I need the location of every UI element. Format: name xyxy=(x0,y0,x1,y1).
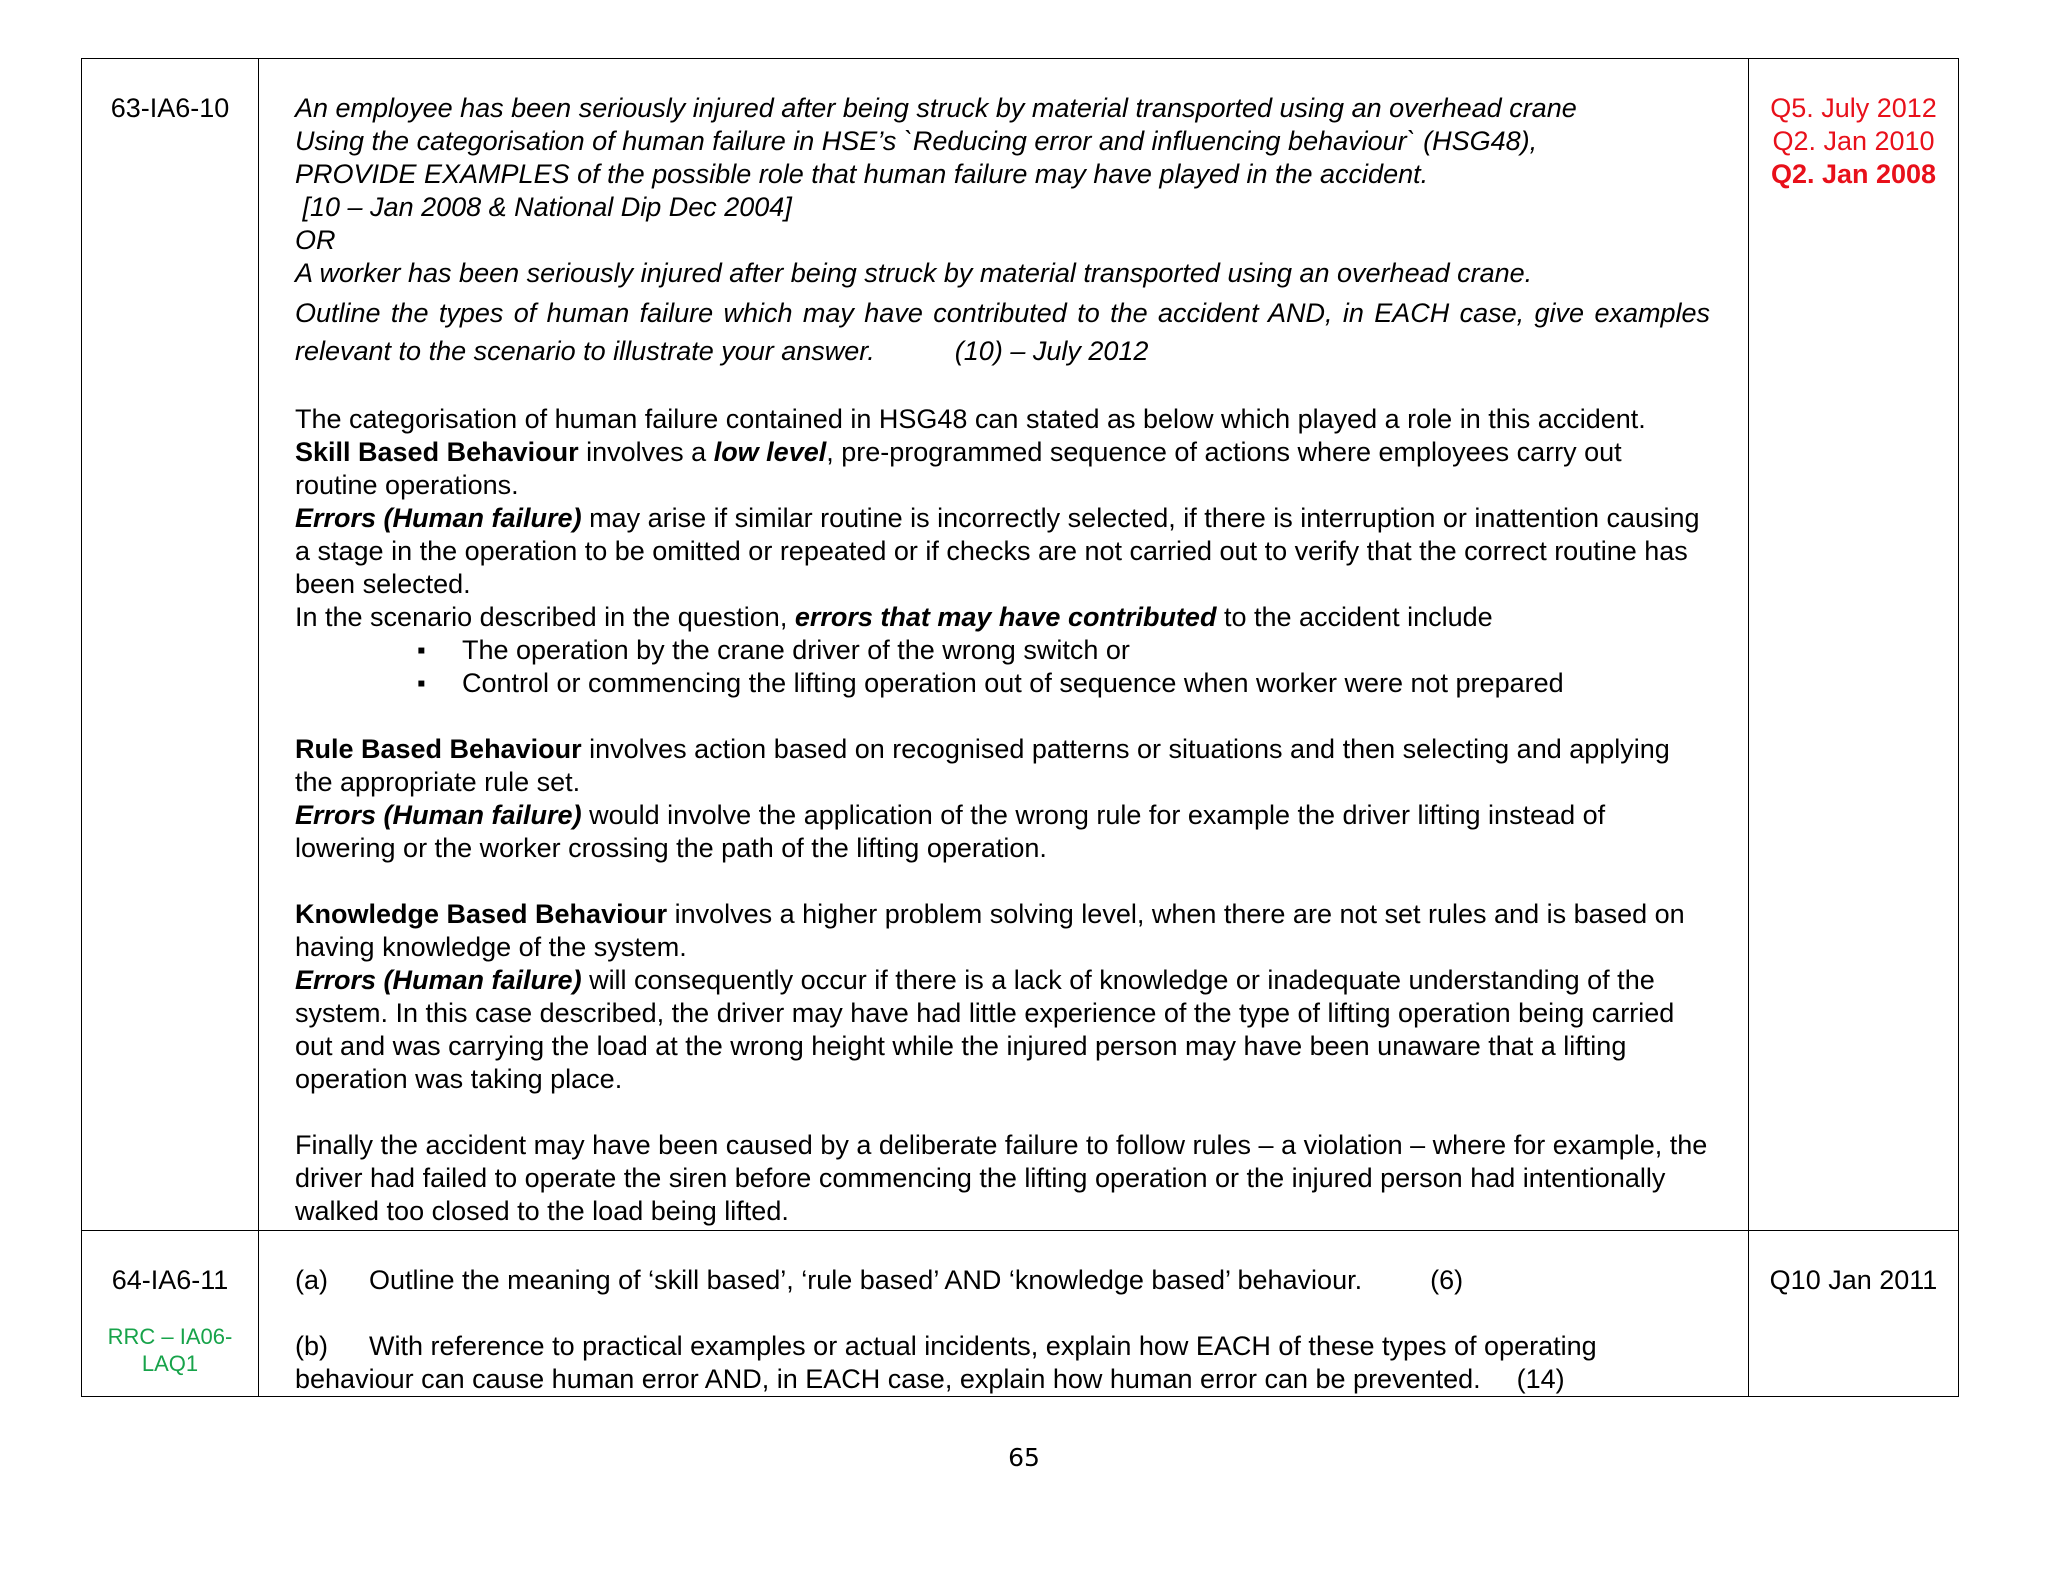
knowledge-paragraph: Knowledge Based Behaviour involves a higher problem solving level, when there are not set rules and is based on having knowledge of the system. xyxy=(295,899,1685,962)
answer-intro: The categorisation of human failure contained in HSG48 can stated as below which played a role in this accident. xyxy=(295,404,1646,434)
table-row xyxy=(82,59,1959,1231)
question-part-a: (a) Outline the meaning of ‘skill based’, ‘rule based’ AND ‘knowledge based’ behaviour. (6) xyxy=(295,1265,1464,1295)
violation-paragraph: Finally the accident may have been caused by a deliberate failure to follow rules – a violation – where for example, the driver had failed to operate the siren before commencing the lifting operation or the injured person had intentionally walked too closed to the load being lifted. xyxy=(295,1130,1708,1226)
scenario-paragraph: In the scenario described in the question, errors that may have contributed to the accident include xyxy=(295,602,1493,632)
skill-paragraph: Skill Based Behaviour involves a low level, pre-programmed sequence of actions where employees carry out routine operations. xyxy=(295,437,1622,500)
question-marks-line: [10 – Jan 2008 & National Dip Dec 2004] xyxy=(295,192,792,222)
question-ref: 63-IA6-10 xyxy=(110,93,230,123)
page-number: 65 xyxy=(1008,1443,1040,1472)
question-table xyxy=(81,58,1959,1397)
source-ref: Q2. Jan 2010 xyxy=(1772,126,1935,156)
source-ref: Q10 Jan 2011 xyxy=(1769,1265,1938,1295)
question-ref-cell xyxy=(82,1231,259,1397)
rule-paragraph: Rule Based Behaviour involves action based on recognised patterns or situations and then selecting and applying the appropriate rule set. xyxy=(295,734,1670,797)
source-cell xyxy=(1749,59,1959,1231)
error-bullet-list xyxy=(295,634,1710,700)
source-ref: Q2. Jan 2008 xyxy=(1770,159,1937,189)
rrc-ref: RRC – IA06-LAQ1 xyxy=(107,1324,233,1376)
marks: (14) xyxy=(1516,1364,1565,1394)
question-line: Outline the types of human failure which may have contributed to the accident AND, in EACH case, give examples relevant to the scenario to illustrate your answer. (10) – July 2012 xyxy=(295,298,1710,366)
question-cell xyxy=(259,1231,1749,1397)
question-ref: 64-IA6-11 xyxy=(111,1265,229,1295)
knowledge-errors-paragraph: Errors (Human failure) will consequently occur if there is a lack of knowledge or inadequate understanding of the system. In this case described, the driver may have had little experience of the type of lifting operation being carried out and was carrying the load at the wrong height while the injured person may have been unaware that a lifting operation was taking place. xyxy=(295,965,1675,1094)
question-line: Using the categorisation of human failure in HSE’s `Reducing error and influencing behaviour` (HSG48), xyxy=(295,126,1538,156)
rule-errors-paragraph: Errors (Human failure) would involve the application of the wrong rule for example the driver lifting instead of lowering or the worker crossing the path of the lifting operation. xyxy=(295,800,1606,863)
source-cell xyxy=(1749,1231,1959,1397)
question-line: An employee has been seriously injured after being struck by material transported using an overhead crane xyxy=(295,93,1577,123)
skill-errors-paragraph: Errors (Human failure) may arise if similar routine is incorrectly selected, if there is interruption or inattention causing a stage in the operation to be omitted or repeated or if checks are not carried out to verify that the correct routine has been selected. xyxy=(295,503,1700,599)
question-text xyxy=(295,92,1710,370)
question-marks: (10) – July 2012 xyxy=(954,336,1149,366)
question-ref-cell xyxy=(82,59,259,1231)
table-row xyxy=(82,1231,1959,1397)
source-ref: Q5. July 2012 xyxy=(1770,93,1937,123)
list-item: ▪ The operation by the crane driver of the wrong switch or xyxy=(295,634,1710,667)
question-answer-cell xyxy=(259,59,1749,1231)
marks: (6) xyxy=(1430,1265,1464,1295)
question-line: PROVIDE EXAMPLES of the possible role that human failure may have played in the accident. xyxy=(295,159,1429,189)
or-separator: OR xyxy=(295,225,336,255)
question-line: A worker has been seriously injured after being struck by material transported using an overhead crane. xyxy=(295,258,1533,288)
list-item: ▪ Control or commencing the lifting operation out of sequence when worker were not prepared xyxy=(295,667,1710,700)
question-part-b: (b) With reference to practical examples or actual incidents, explain how EACH of these types of operating behaviour can cause human error AND, in EACH case, explain how human error can be prevented. (14) xyxy=(295,1331,1597,1394)
